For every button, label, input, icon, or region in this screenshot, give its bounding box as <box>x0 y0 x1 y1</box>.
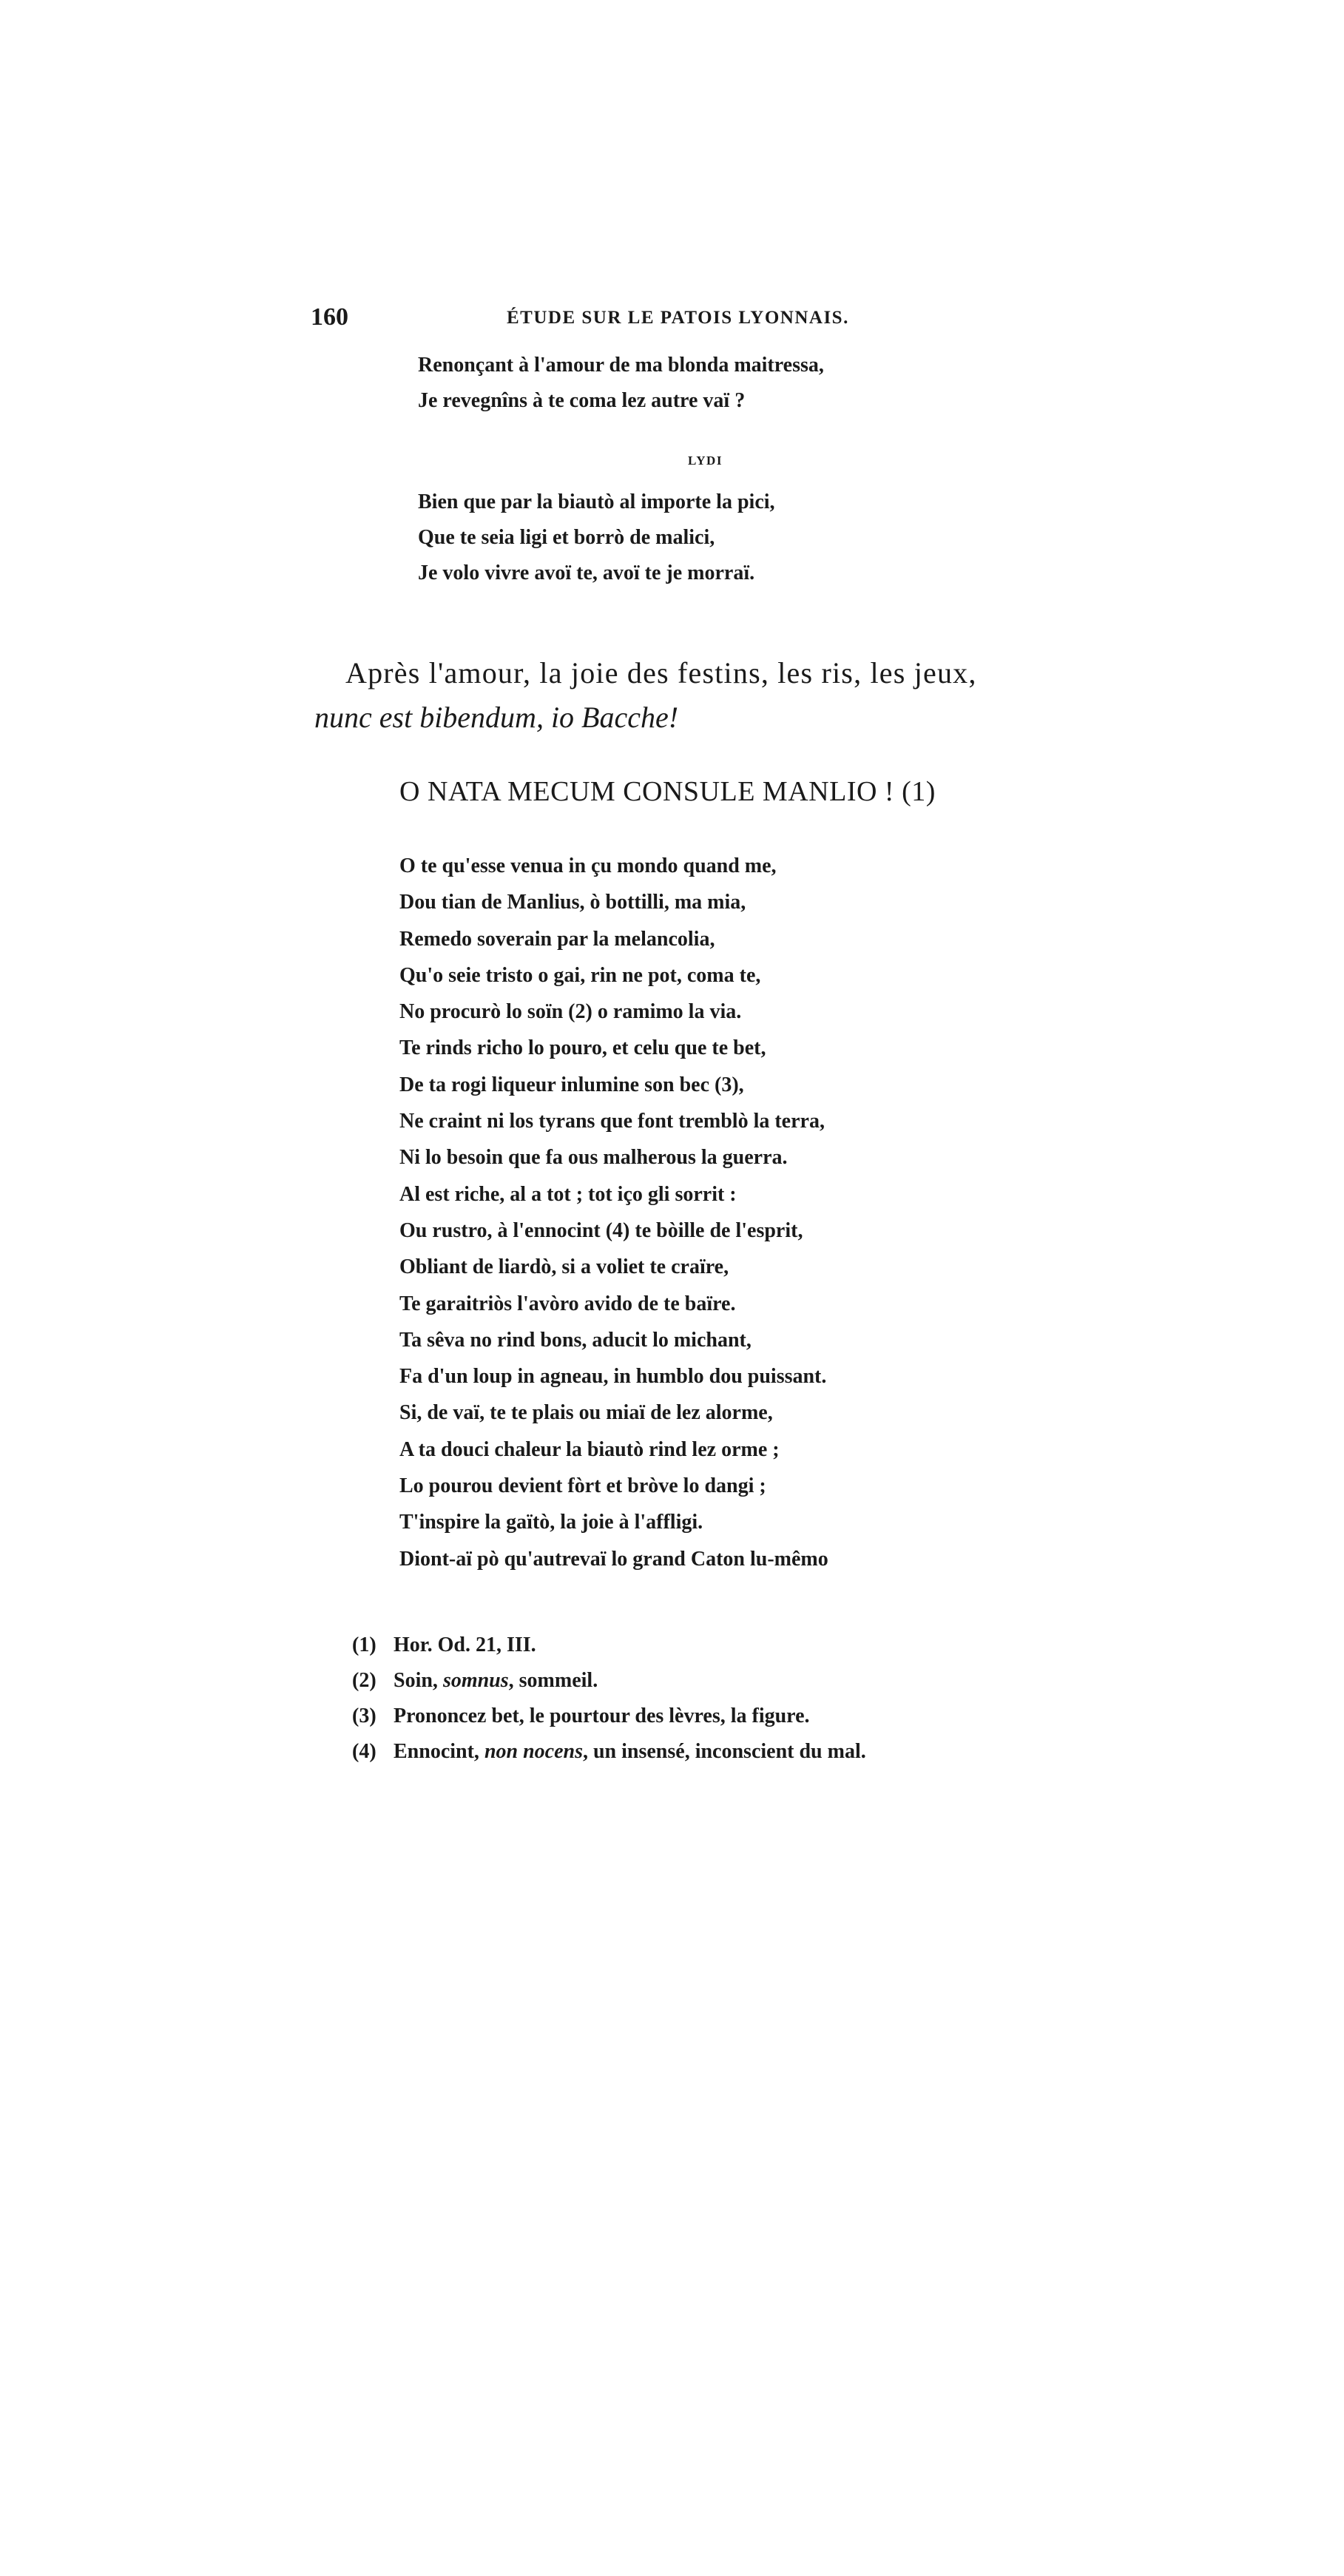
footnote-marker: (1) <box>352 1633 376 1656</box>
speaker-label: LYDI <box>688 454 723 468</box>
verse-line: T'inspire la gaïtò, la joie à l'affligi. <box>399 1511 703 1534</box>
poem-body <box>399 848 828 1577</box>
verse-line: Diont-aï pò qu'autrevaï lo grand Caton lu-mêmo <box>399 1547 828 1571</box>
verse-line: Lo pourou devient fòrt et bròve lo dangi ; <box>399 1474 766 1498</box>
prose-line-italic: nunc est bibendum, io Bacche! <box>314 701 679 734</box>
verse-line: Ni lo besoin que fa ous malherous la guerra. <box>399 1146 788 1170</box>
verse-line: O te qu'esse venua in çu mondo quand me, <box>399 854 777 877</box>
verse-line: De ta rogi liqueur inlumine son bec (3), <box>399 1073 744 1096</box>
verse-line: Al est riche, al a tot ; tot iço gli sorrit : <box>399 1182 737 1206</box>
verse-line: Obliant de liardò, si a voliet te craïre, <box>399 1255 729 1279</box>
verse-line: Te garaitriòs l'avòro avido de te baïre. <box>399 1292 736 1315</box>
verse-line: Remedo soverain par la melancolia, <box>399 927 715 951</box>
footnote <box>352 1734 866 1770</box>
footnote-text: Hor. Od. 21, III. <box>394 1633 536 1656</box>
verse-line: Bien que par la biautò al importe la pici, <box>418 490 775 513</box>
verse-line: Ne craint ni los tyrans que font tremblò la terra, <box>399 1110 825 1133</box>
verse-line: Je revegnîns à te coma lez autre vaï ? <box>418 389 746 412</box>
verse-line: Si, de vaï, te te plais ou miaï de lez alorme, <box>399 1401 773 1425</box>
verse-line: Renonçant à l'amour de ma blonda maitressa, <box>418 354 824 377</box>
footnote-italic: non nocens <box>484 1740 583 1763</box>
running-head: ÉTUDE SUR LE PATOIS LYONNAIS. <box>507 308 849 328</box>
footnote <box>352 1663 866 1699</box>
footnotes <box>352 1628 866 1770</box>
verse-line: Je volo vivre avoï te, avoï te je morraï. <box>418 562 755 584</box>
footnote-text: , sommeil. <box>508 1669 598 1692</box>
footnote-text: , un insensé, inconscient du mal. <box>582 1740 866 1763</box>
footnote <box>352 1628 866 1663</box>
verse-line: Qu'o seie tristo o gai, rin ne pot, coma te, <box>399 963 761 987</box>
verse-line: Fa d'un loup in agneau, in humblo dou puissant. <box>399 1365 827 1389</box>
verse-line: Que te seia ligi et borrò de malici, <box>418 526 715 549</box>
prose-paragraph <box>314 651 1143 740</box>
footnote-text: Prononcez bet, le pourtour des lèvres, la figure. <box>394 1705 810 1727</box>
verse-line: Ta sêva no rind bons, aducit lo michant, <box>399 1328 752 1352</box>
verse-line: Te rinds richo lo pouro, et celu que te bet, <box>399 1036 766 1060</box>
poem-title: O NATA MECUM CONSULE MANLIO ! (1) <box>399 776 936 807</box>
footnote-marker: (3) <box>352 1705 376 1727</box>
prose-line: Après l'amour, la joie des festins, les ris, les jeux, <box>345 656 977 689</box>
footnote-text: Soin, <box>394 1669 443 1692</box>
verse-stanza-lydia <box>418 485 775 591</box>
footnote-marker: (2) <box>352 1669 376 1692</box>
page-header <box>311 303 976 340</box>
verse-line: No procurò lo soïn (2) o ramimo la via. <box>399 1000 742 1024</box>
verse-line: A ta douci chaleur la biautò rind lez orme ; <box>399 1437 780 1461</box>
footnote-text: Ennocint, <box>394 1740 484 1763</box>
footnote <box>352 1699 866 1734</box>
footnote-italic: somnus <box>442 1669 509 1692</box>
verse-line: Dou tian de Manlius, ò bottilli, ma mia, <box>399 891 746 914</box>
verse-stanza-horace <box>418 348 824 419</box>
footnote-marker: (4) <box>352 1740 376 1763</box>
page-number: 160 <box>311 303 348 331</box>
verse-line: Ou rustro, à l'ennocint (4) te bòille de l'esprit, <box>399 1218 803 1242</box>
